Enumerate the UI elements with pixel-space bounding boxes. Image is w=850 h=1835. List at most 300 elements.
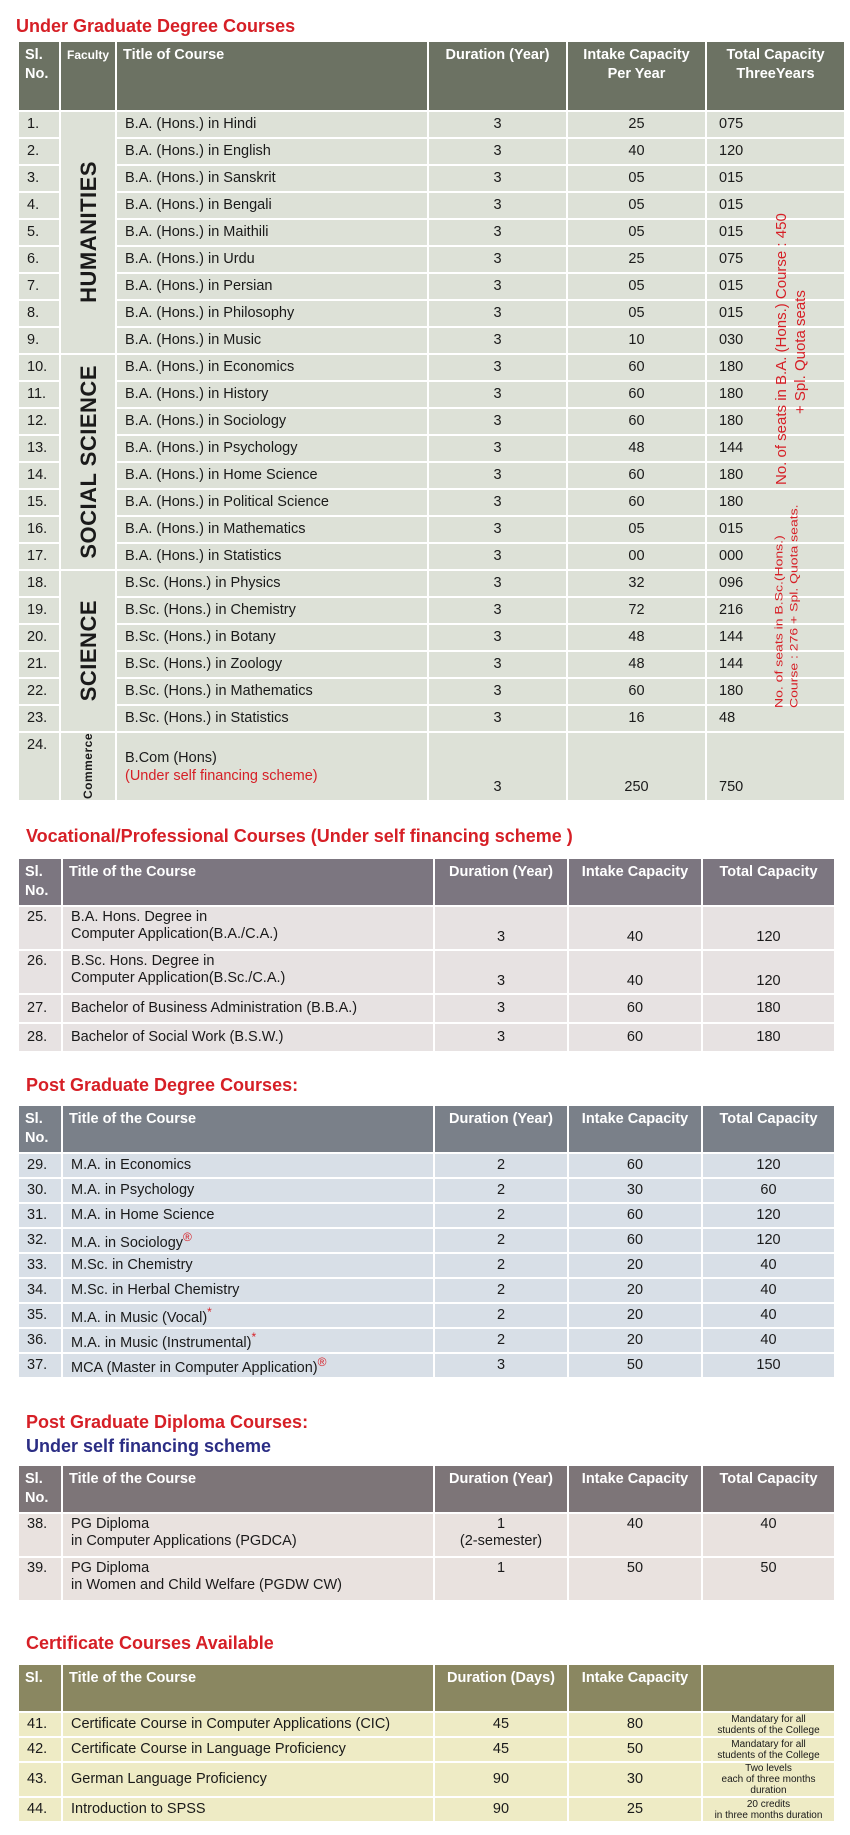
total-cell: 015 [707, 166, 844, 191]
intake-cell: 20 [569, 1304, 701, 1327]
sl-cell: 18. [19, 571, 59, 596]
course-title: M.A. in Sociology [71, 1234, 184, 1251]
table-row [19, 490, 844, 515]
table-row [19, 463, 844, 488]
sl-cell: 1. [19, 112, 59, 137]
table-row [19, 1763, 834, 1796]
remarks-line-1: Mandatary for all [731, 1738, 806, 1750]
table-row [19, 166, 844, 191]
faculty-cell [61, 571, 115, 731]
total-cell: 015 [707, 274, 844, 299]
header-duration: Duration (Year) [435, 1106, 567, 1152]
course-title-cell [63, 1204, 433, 1227]
sl-cell: 43. [19, 1763, 61, 1796]
course-title-cell [63, 1254, 433, 1277]
header-intake: Intake Capacity [569, 1466, 701, 1512]
course-title-cell [63, 1354, 433, 1377]
table-row [19, 328, 844, 353]
total-cell: 000 [707, 544, 844, 569]
table-row [19, 1738, 834, 1761]
remarks-line-2: each of three months duration [721, 1774, 816, 1796]
course-title: B.A. (Hons.) in English [117, 139, 427, 164]
duration-cell: 3 [435, 995, 567, 1022]
total-cell: 144 [707, 652, 844, 677]
duration-cell: 2 [435, 1204, 567, 1227]
total-cell: 40 [703, 1254, 834, 1277]
course-title: Certificate Course in Computer Applications (CIC) [63, 1713, 433, 1736]
sl-cell: 13. [19, 436, 59, 461]
cert-table [17, 1663, 836, 1823]
intake-cell: 05 [568, 274, 705, 299]
intake-cell: 50 [569, 1738, 701, 1761]
course-title: B.Sc. (Hons.) in Chemistry [117, 598, 427, 623]
intake-cell: 20 [569, 1254, 701, 1277]
intake-cell: 60 [568, 490, 705, 515]
pg-heading: Post Graduate Degree Courses: [26, 1075, 299, 1095]
table-row [19, 1329, 834, 1352]
course-title: B.Sc. (Hons.) in Mathematics [117, 679, 427, 704]
sl-cell: 10. [19, 355, 59, 380]
duration-cell: 3 [429, 382, 566, 407]
course-title-line-2: in Women and Child Welfare (PGDW CW) [71, 1577, 343, 1593]
duration-cell: 2 [435, 1254, 567, 1277]
intake-cell: 20 [569, 1329, 701, 1352]
intake-cell: 60 [568, 679, 705, 704]
sl-cell: 16. [19, 517, 59, 542]
intake-cell: 05 [568, 517, 705, 542]
total-cell: 120 [707, 139, 844, 164]
faculty-label: HUMANITIES [75, 161, 101, 303]
sl-cell: 12. [19, 409, 59, 434]
intake-cell: 25 [568, 112, 705, 137]
course-title: Introduction to SPSS [63, 1798, 433, 1821]
duration-cell: 3 [429, 166, 566, 191]
pgd-table [17, 1464, 836, 1602]
course-title: M.Sc. in Chemistry [71, 1257, 193, 1273]
duration-cell: 3 [429, 220, 566, 245]
duration-cell: 3 [429, 571, 566, 596]
remarks-cell [703, 1738, 834, 1761]
pgd-subheading: Under self financing scheme [26, 1436, 272, 1456]
duration-cell: 2 [435, 1279, 567, 1302]
duration-cell: 2 [435, 1154, 567, 1177]
total-cell: 030 [707, 328, 844, 353]
sl-cell: 6. [19, 247, 59, 272]
duration-value: 1 [496, 1560, 506, 1576]
header-intake: Intake Capacity [569, 1665, 701, 1711]
course-title: B.Sc. (Hons.) in Statistics [117, 706, 427, 731]
header-title: Title of Course [117, 42, 427, 110]
intake-cell: 60 [568, 355, 705, 380]
total-cell: 120 [703, 907, 834, 949]
duration-cell: 3 [429, 463, 566, 488]
intake-cell: 40 [569, 951, 701, 993]
ug-heading: Under Graduate Degree Courses [16, 16, 296, 36]
course-title-cell [63, 907, 433, 949]
header-sl: Sl. No. [19, 1466, 61, 1512]
course-title: B.A. (Hons.) in Maithili [117, 220, 427, 245]
course-title: B.A. (Hons.) in Philosophy [117, 301, 427, 326]
faculty-cell [61, 733, 115, 800]
total-cell: 120 [703, 951, 834, 993]
intake-cell: 48 [568, 436, 705, 461]
header-duration: Duration (Year) [435, 859, 567, 905]
table-row [19, 355, 844, 380]
intake-cell: 50 [569, 1354, 701, 1377]
intake-cell: 16 [568, 706, 705, 731]
table-row [19, 1229, 834, 1252]
duration-cell: 3 [429, 598, 566, 623]
course-title: M.A. in Music (Vocal) [71, 1309, 208, 1326]
duration-value: 1 [496, 1516, 506, 1532]
course-title-cell [63, 1154, 433, 1177]
intake-cell: 48 [568, 625, 705, 650]
table-row [19, 193, 844, 218]
course-title: M.A. in Home Science [71, 1207, 215, 1223]
table-row [19, 409, 844, 434]
ba-note-line-1: No. of seats in B.A. (Hons.) Course : 450 [773, 213, 790, 485]
intake-cell: 40 [569, 1514, 701, 1556]
course-title: B.A. (Hons.) in Psychology [117, 436, 427, 461]
total-cell: 180 [707, 490, 844, 515]
course-title-cell [63, 951, 433, 993]
duration-cell: 3 [429, 193, 566, 218]
sl-cell: 22. [19, 679, 59, 704]
table-row [19, 706, 844, 731]
duration-cell: 2 [435, 1304, 567, 1327]
intake-cell: 05 [568, 166, 705, 191]
course-title: M.A. in Music (Instrumental) [71, 1334, 252, 1351]
header-duration: Duration (Days) [435, 1665, 567, 1711]
course-title: B.A. (Hons.) in Statistics [117, 544, 427, 569]
duration-note: (2-semester) [459, 1533, 543, 1549]
duration-cell: 2 [435, 1329, 567, 1352]
sl-cell: 39. [19, 1558, 61, 1600]
intake-cell: 30 [569, 1763, 701, 1796]
course-title-cell [63, 1279, 433, 1302]
sl-cell: 21. [19, 652, 59, 677]
duration-cell: 3 [429, 409, 566, 434]
ug-table [17, 40, 846, 802]
intake-cell: 50 [569, 1558, 701, 1600]
sl-cell: 7. [19, 274, 59, 299]
total-cell: 120 [703, 1154, 834, 1177]
voc-table [17, 857, 836, 1053]
total-cell: 60 [703, 1179, 834, 1202]
course-title-cell [63, 995, 433, 1022]
course-title-cell [63, 1024, 433, 1051]
ba-note-line-2: + Spl. Quota seats [792, 290, 809, 415]
sl-cell: 27. [19, 995, 61, 1022]
total-cell: 180 [707, 382, 844, 407]
remarks-cell [703, 1713, 834, 1736]
intake-cell: 60 [569, 1154, 701, 1177]
duration-cell: 3 [429, 274, 566, 299]
total-cell: 750 [707, 733, 844, 800]
sl-cell: 3. [19, 166, 59, 191]
sl-cell: 31. [19, 1204, 61, 1227]
total-cell: 150 [703, 1354, 834, 1377]
table-row [19, 907, 834, 949]
intake-cell: 250 [568, 733, 705, 800]
intake-cell: 80 [569, 1713, 701, 1736]
sl-cell: 35. [19, 1304, 61, 1327]
sl-cell: 19. [19, 598, 59, 623]
sl-cell: 2. [19, 139, 59, 164]
remarks-line-1: Two levels [745, 1763, 792, 1774]
course-title: B.A. (Hons.) in Sanskrit [117, 166, 427, 191]
header-total: Total Capacity [703, 1106, 834, 1152]
total-cell: 180 [707, 463, 844, 488]
total-cell: 50 [703, 1558, 834, 1600]
course-title-line-1: Bachelor of Social Work (B.S.W.) [71, 1029, 284, 1045]
table-row [19, 382, 844, 407]
total-cell: 015 [707, 193, 844, 218]
duration-cell: 3 [429, 355, 566, 380]
remarks-line-1: Mandatary for all [731, 1713, 806, 1725]
remarks-line-1: 20 credits [746, 1798, 791, 1810]
sl-cell: 11. [19, 382, 59, 407]
sl-cell: 8. [19, 301, 59, 326]
course-title-line-1: PG Diploma [71, 1516, 150, 1532]
duration-cell: 3 [429, 679, 566, 704]
course-title-cell [63, 1304, 433, 1327]
table-row [19, 1514, 834, 1556]
course-title: B.A. (Hons.) in Economics [117, 355, 427, 380]
course-title: B.A. (Hons.) in Music [117, 328, 427, 353]
header-total [703, 1665, 834, 1711]
header-title: Title of the Course [63, 1106, 433, 1152]
table-row [19, 544, 844, 569]
course-title: MCA (Master in Computer Application) [71, 1359, 318, 1376]
table-row [19, 274, 844, 299]
faculty-cell [61, 112, 115, 353]
self-financing-note: (Under self financing scheme) [125, 767, 318, 784]
remarks-line-2: students of the College [717, 1724, 820, 1736]
table-row [19, 1354, 834, 1377]
table-row [19, 1798, 834, 1821]
total-cell: 120 [703, 1229, 834, 1252]
table-row [19, 139, 844, 164]
sl-cell: 24. [19, 733, 59, 800]
sl-cell: 14. [19, 463, 59, 488]
intake-cell: 05 [568, 301, 705, 326]
table-row [19, 1154, 834, 1177]
table-row [19, 1713, 834, 1736]
table-row [19, 733, 844, 800]
sl-cell: 33. [19, 1254, 61, 1277]
course-title: M.A. in Economics [71, 1157, 192, 1173]
total-cell: 015 [707, 301, 844, 326]
header-duration: Duration (Year) [435, 1466, 567, 1512]
total-cell: 216 [707, 598, 844, 623]
sl-cell: 26. [19, 951, 61, 993]
course-title: Certificate Course in Language Proficiency [63, 1738, 433, 1761]
remarks-cell [703, 1798, 834, 1821]
ba-seats-note [772, 213, 810, 485]
duration-cell: 3 [435, 1354, 567, 1377]
faculty-cell [61, 355, 115, 569]
course-title-line-1: B.Sc. Hons. Degree in [71, 953, 215, 969]
course-title-line-2: Computer Application(B.A./C.A.) [71, 926, 279, 942]
footnote-mark: ® [317, 1355, 327, 1370]
duration-cell: 3 [429, 328, 566, 353]
header-intake: Intake Capacity [569, 859, 701, 905]
sl-cell: 42. [19, 1738, 61, 1761]
total-cell: 180 [707, 355, 844, 380]
footnote-mark: * [251, 1330, 257, 1345]
intake-cell: 30 [569, 1179, 701, 1202]
header-sl: Sl. [19, 1665, 61, 1711]
intake-cell: 25 [568, 247, 705, 272]
course-title-line-1: B.A. Hons. Degree in [71, 909, 208, 925]
table-row [19, 598, 844, 623]
duration-cell: 3 [429, 544, 566, 569]
sl-cell: 17. [19, 544, 59, 569]
duration-cell: 3 [429, 301, 566, 326]
total-cell: 180 [707, 409, 844, 434]
total-cell: 015 [707, 517, 844, 542]
table-row [19, 1179, 834, 1202]
bsc-note-line-1: No. of seats in B.Sc.(Hons.) [772, 535, 786, 708]
table-row [19, 112, 844, 137]
bsc-note-line-2: Course : 276 + Spl. Quota seats. [786, 504, 800, 708]
course-title: M.A. in Psychology [71, 1182, 195, 1198]
table-row [19, 1024, 834, 1051]
sl-cell: 25. [19, 907, 61, 949]
duration-cell: 3 [429, 139, 566, 164]
course-title: B.A. (Hons.) in Sociology [117, 409, 427, 434]
duration-cell: 3 [429, 436, 566, 461]
total-cell: 075 [707, 112, 844, 137]
sl-cell: 28. [19, 1024, 61, 1051]
course-title-line-2: Computer Application(B.Sc./C.A.) [71, 970, 286, 986]
total-cell: 40 [703, 1514, 834, 1556]
duration-cell [435, 1514, 567, 1556]
course-title-line-1: Bachelor of Business Administration (B.B.A.) [71, 1000, 358, 1016]
total-cell: 180 [707, 679, 844, 704]
table-row [19, 1558, 834, 1600]
total-cell: 48 [707, 706, 844, 731]
total-cell: 40 [703, 1329, 834, 1352]
cert-heading: Certificate Courses Available [26, 1633, 274, 1653]
faculty-label: Commerce [80, 733, 95, 800]
course-title: M.Sc. in Herbal Chemistry [71, 1282, 240, 1298]
intake-cell: 00 [568, 544, 705, 569]
table-row [19, 652, 844, 677]
duration-cell: 3 [429, 625, 566, 650]
duration-cell: 3 [429, 247, 566, 272]
intake-cell: 72 [568, 598, 705, 623]
intake-cell: 05 [568, 220, 705, 245]
course-title: B.A. (Hons.) in History [117, 382, 427, 407]
total-cell: 120 [703, 1204, 834, 1227]
footnote-mark: * [207, 1305, 212, 1320]
duration-cell: 90 [435, 1763, 567, 1796]
table-row [19, 1254, 834, 1277]
sl-cell: 30. [19, 1179, 61, 1202]
remarks-cell [703, 1763, 834, 1796]
intake-cell: 60 [568, 382, 705, 407]
total-cell: 096 [707, 571, 844, 596]
course-title: B.A. (Hons.) in Hindi [117, 112, 427, 137]
sl-cell: 23. [19, 706, 59, 731]
course-title: B.A. (Hons.) in Bengali [117, 193, 427, 218]
table-row [19, 1304, 834, 1327]
voc-heading: Vocational/Professional Courses (Under self financing scheme ) [26, 826, 573, 846]
sl-cell: 4. [19, 193, 59, 218]
table-row [19, 679, 844, 704]
intake-cell: 32 [568, 571, 705, 596]
course-title: B.A. (Hons.) in Urdu [117, 247, 427, 272]
duration-cell: 2 [435, 1229, 567, 1252]
duration-cell: 2 [435, 1179, 567, 1202]
sl-cell: 9. [19, 328, 59, 353]
table-row [19, 220, 844, 245]
intake-cell: 60 [569, 1204, 701, 1227]
duration-cell: 3 [429, 517, 566, 542]
course-title-cell [117, 733, 427, 800]
sl-cell: 5. [19, 220, 59, 245]
header-intake: Intake Capacity Per Year [568, 42, 705, 110]
faculty-label: SCIENCE [75, 599, 101, 702]
table-row [19, 1204, 834, 1227]
footnote-mark: ® [183, 1230, 192, 1245]
header-total: Total Capacity [703, 1466, 834, 1512]
header-faculty: Faculty [61, 42, 115, 110]
sl-cell: 20. [19, 625, 59, 650]
duration-cell: 3 [429, 112, 566, 137]
course-title-line-2: in Computer Applications (PGDCA) [71, 1533, 297, 1549]
header-intake: Intake Capacity [569, 1106, 701, 1152]
sl-cell: 29. [19, 1154, 61, 1177]
duration-cell: 3 [435, 1024, 567, 1051]
total-cell: 075 [707, 247, 844, 272]
course-title: B.Sc. (Hons.) in Zoology [117, 652, 427, 677]
intake-cell: 60 [569, 1229, 701, 1252]
table-row [19, 625, 844, 650]
duration-cell [435, 1558, 567, 1600]
table-row [19, 301, 844, 326]
sl-cell: 36. [19, 1329, 61, 1352]
header-title: Title of the Course [63, 1466, 433, 1512]
intake-cell: 60 [569, 995, 701, 1022]
duration-cell: 45 [435, 1713, 567, 1736]
intake-cell: 40 [569, 907, 701, 949]
course-title: B.Sc. (Hons.) in Botany [117, 625, 427, 650]
table-row [19, 436, 844, 461]
table-row [19, 1279, 834, 1302]
total-cell: 40 [703, 1279, 834, 1302]
bsc-seats-note [771, 504, 801, 708]
pg-table [17, 1104, 836, 1379]
sl-cell: 34. [19, 1279, 61, 1302]
intake-cell: 60 [568, 463, 705, 488]
header-sl: Sl. No. [19, 1106, 61, 1152]
course-title-line-1: PG Diploma [71, 1560, 150, 1576]
total-cell: 180 [703, 1024, 834, 1051]
intake-cell: 40 [568, 139, 705, 164]
header-sl: Sl. No. [19, 42, 59, 110]
pgd-heading: Post Graduate Diploma Courses: [26, 1412, 309, 1432]
duration-cell: 90 [435, 1798, 567, 1821]
table-row [19, 995, 834, 1022]
sl-cell: 37. [19, 1354, 61, 1377]
total-cell: 180 [703, 995, 834, 1022]
course-title: B.A. (Hons.) in Mathematics [117, 517, 427, 542]
intake-cell: 05 [568, 193, 705, 218]
faculty-label: SOCIAL SCIENCE [75, 364, 101, 559]
